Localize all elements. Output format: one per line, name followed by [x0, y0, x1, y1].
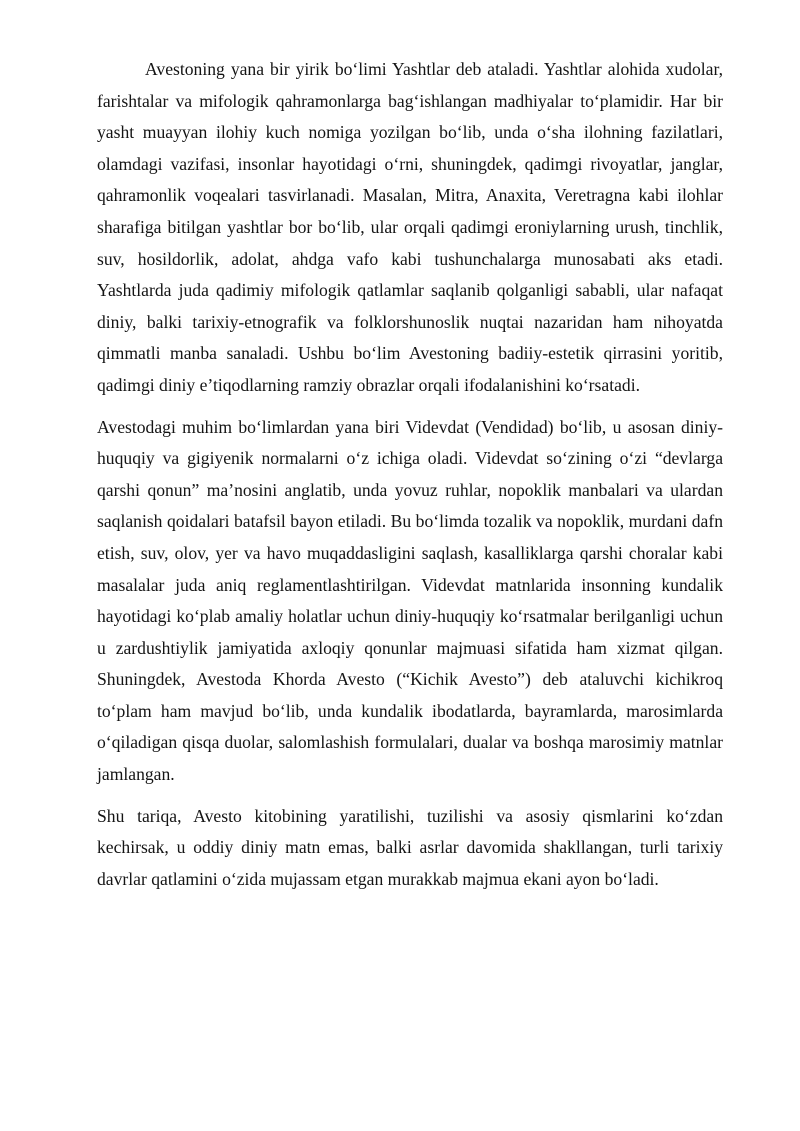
paragraph-yashtlar: Avestoning yana bir yirik bo‘limi Yashtlar deb ataladi. Yashtlar alohida xudolar, farishtalar va mifologik qahramonlarga bag‘ishlangan madhiyalar to‘plamidir. Har bir yasht muayyan ilohiy kuch nomiga yozilgan bo‘lib, unda o‘sha ilohning fazilatlari, olamdagi vazifasi, insonlar hayotidagi o‘rni, shuningdek, qadimgi rivoyatlar, janglar, qahramonlik voqealari tasvirlanadi. Masalan, Mitra, Anaxita, Veretragna kabi ilohlar sharafiga bitilgan yashtlar bor bo‘lib, ular orqali qadimgi eroniylarning urush, tinchlik, suv, hosildorlik, adolat, ahdga vafo kabi tushunchalarga munosabati aks etadi. Yashtlarda juda qadimiy mifologik qatlamlar saqlanib qolganligi sababli, ular nafaqat diniy, balki tarixiy-etnografik va folklorshunoslik nuqtai nazaridan ham nihoyatda qimmatli manba sanaladi. Ushbu bo‘lim Avestoning badiiy-estetik qirrasini yoritib, qadimgi diniy e’tiqodlarning ramziy obrazlar orqali ifodalanishini ko‘rsatadi.: [97, 59, 723, 395]
document-page: [97, 54, 723, 895]
paragraph-videvdat: Avestodagi muhim bo‘limlardan yana biri Videvdat (Vendidad) bo‘lib, u asosan diniy-huquqiy va gigiyenik normalarni o‘z ichiga oladi. Videvdat so‘zining o‘zi “devlarga qarshi qonun” ma’nosini anglatib, unda yovuz ruhlar, nopoklik manbalari va ulardan saqlanish qoidalari batafsil bayon etiladi. Bu bo‘limda tozalik va nopoklik, murdani dafn etish, suv, olov, yer va havo muqaddasligini saqlash, kasalliklarga qarshi choralar kabi masalalar juda aniq reglamentlashtirilgan. Videvdat matnlarida insonning kundalik hayotidagi ko‘plab amaliy holatlar uchun diniy-huquqiy ko‘rsatmalar berilganligi uchun u zardushtiylik jamiyatida axloqiy qonunlar majmuasi sifatida ham xizmat qilgan. Shuningdek, Avestoda Khorda Avesto (“Kichik Avesto”) deb ataluvchi kichikroq to‘plam ham mavjud bo‘lib, unda kundalik ibodatlarda, bayramlarda, marosimlarda o‘qiladigan qisqa duolar, salomlashish formulalari, dualar va boshqa marosimiy matnlar jamlangan.: [97, 416, 723, 785]
paragraph-conclusion: Shu tariqa, Avesto kitobining yaratilishi, tuzilishi va asosiy qismlarini ko‘zdan kechirsak, u oddiy diniy matn emas, balki asrlar davomida shakllangan, turli tarixiy davrlar qatlamini o‘zida mujassam etgan murakkab majmua ekani ayon bo‘ladi.: [97, 805, 723, 889]
